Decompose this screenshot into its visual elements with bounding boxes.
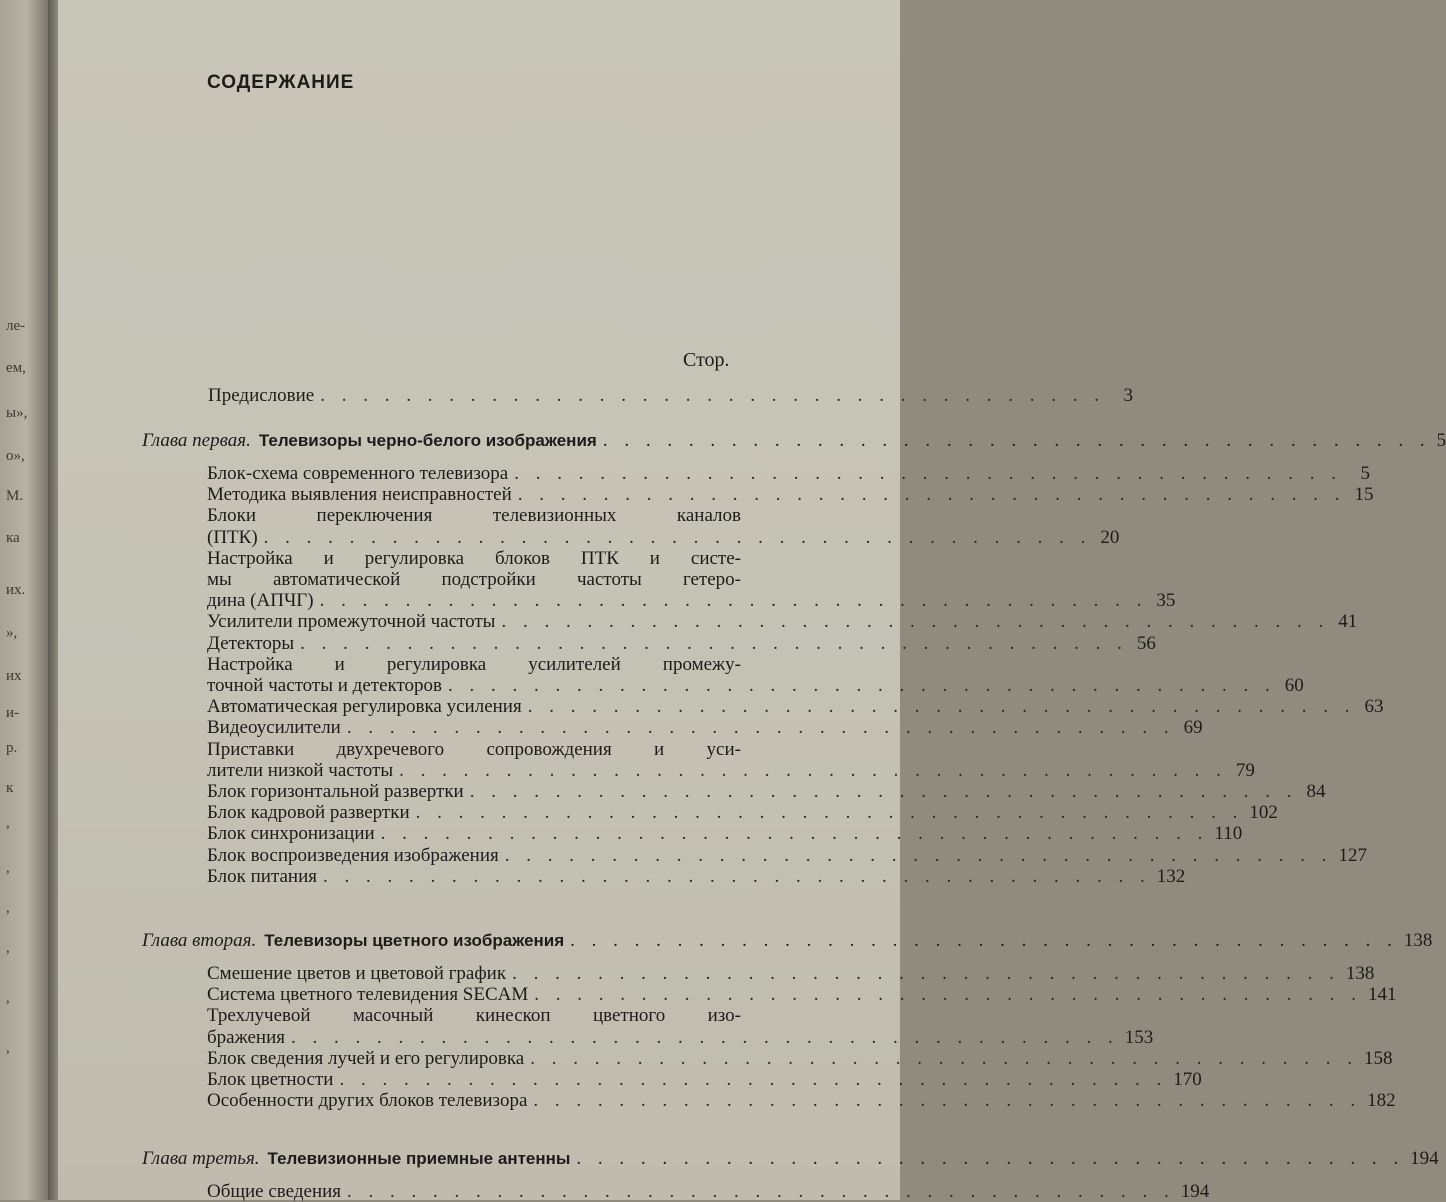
toc-entry-title: Методика выявления неисправностей bbox=[207, 484, 512, 506]
toc-entry-title: Блок синхронизации bbox=[207, 823, 375, 845]
leader-dots: . . . . . . . . . . . . . . . . . . . . . . . . . . . . . . . . . . . . . . . bbox=[291, 1026, 1119, 1048]
left-page-fragment: , bbox=[6, 1040, 10, 1056]
toc-entry-title: Видеоусилители bbox=[207, 717, 341, 739]
toc-entry bbox=[207, 484, 1374, 506]
leader-dots: . . . . . . . . . . . . . . . . . . . . . . . . . . . . . . . . . . . . . . . bbox=[534, 984, 1363, 1006]
toc-entry-page: 84 bbox=[1306, 781, 1326, 802]
leader-dots: . . . . . . . . . . . . . . . . . . . . . . . . . . . . . . . . . . . . . . . bbox=[517, 484, 1346, 506]
leader-dots: . . . . . . . . . . . . . . . . . . . . . . . . . . . . . . . . . . . . . . . bbox=[300, 632, 1128, 654]
toc-entry-title: Особенности других блоков телевизора bbox=[207, 1090, 528, 1112]
chapter-page: 138 bbox=[1403, 930, 1433, 951]
toc-entry-page: 20 bbox=[1100, 526, 1120, 548]
page-title: СОДЕРЖАНИЕ bbox=[207, 72, 355, 93]
toc-entry-page: 79 bbox=[1235, 759, 1255, 781]
leader-dots: . . . . . . . . . . . . . . . . . . . . . . . . . . . . . . . . . . . . . . . bbox=[530, 1047, 1358, 1069]
leader-dots: . . . . . . . . . . . . . . . . . . . . . . . . . . . . . . . . . . . . . . . bbox=[576, 1148, 1405, 1169]
leader-dots: . . . . . . . . . . . . . . . . . . . . . . . . . . . . . . . . . . . . . . . bbox=[570, 930, 1398, 951]
toc-entry-page: 138 bbox=[1345, 963, 1375, 984]
toc-entry-page: 170 bbox=[1173, 1069, 1202, 1090]
toc-entry-title: Блок цветности bbox=[207, 1069, 334, 1090]
leader-dots: . . . . . . . . . . . . . . . . . . . . . . . . . . . . . . . . . . . . . . . bbox=[263, 526, 1092, 548]
chapter-heading bbox=[142, 1148, 1439, 1170]
leader-dots: . . . . . . . . . . . . . . . . . . . . . . . . . . . . . . . . . . . . . . . bbox=[347, 1181, 1175, 1202]
toc-entry-title: Детекторы bbox=[207, 632, 295, 654]
left-page-fragment: М. bbox=[6, 488, 24, 504]
leader-dots: . . . . . . . . . . . . . . . . . . . . . . . . . . . . . . . . . . . . . . . bbox=[380, 823, 1209, 845]
left-page-fragment: ем, bbox=[6, 360, 26, 376]
toc-entry bbox=[207, 590, 1176, 612]
toc-entry-title: дина (АПЧГ) bbox=[207, 590, 314, 612]
toc-entry-title: Блок кадровой развертки bbox=[207, 802, 410, 824]
toc-entry bbox=[207, 1090, 1396, 1112]
toc-entry-title: Блок питания bbox=[207, 865, 318, 887]
chapter-label: Глава первая. bbox=[142, 430, 251, 451]
toc-entry bbox=[207, 984, 1397, 1006]
toc-entry bbox=[207, 1047, 1393, 1069]
toc-entry-page: 158 bbox=[1363, 1047, 1393, 1069]
toc-entry bbox=[207, 1069, 1202, 1090]
toc-entry-title: точной частоты и детекторов bbox=[207, 675, 443, 696]
toc-entry-page: 182 bbox=[1367, 1090, 1396, 1112]
left-page-fragment: , bbox=[6, 990, 10, 1006]
toc-entry bbox=[207, 1026, 1154, 1048]
leader-dots: . . . . . . . . . . . . . . . . . . . . . . . . . . . . . . . . . . . . . . . bbox=[448, 675, 1276, 696]
toc-entry-title: Блок воспроизведения изображения bbox=[207, 844, 499, 866]
chapter-title: Телевизоры черно-белого изображения bbox=[258, 431, 597, 450]
left-page-fragment: ле- bbox=[6, 318, 26, 334]
leader-dots: . . . . . . . . . . . . . . . . . . . . . . . . . . . . . . . . . . . . . . . bbox=[527, 696, 1356, 718]
left-page-fragment: и- bbox=[6, 705, 20, 721]
toc-entry bbox=[207, 963, 1375, 984]
page-column-header: Стор. bbox=[683, 349, 730, 371]
toc-entry-page: 153 bbox=[1124, 1026, 1154, 1048]
left-page-fragment: к bbox=[6, 780, 14, 796]
toc-entry-title: Смешение цветов и цветовой график bbox=[207, 963, 507, 984]
left-page-edge bbox=[0, 0, 48, 1200]
chapter-page: 194 bbox=[1410, 1148, 1439, 1169]
leader-dots: . . . . . . . . . . . . . . . . . . . . . . . . . . . . . . . . . . . . . . . bbox=[319, 590, 1148, 612]
toc-entry-page: 194 bbox=[1180, 1181, 1210, 1202]
chapter-title: Телевизоры цветного изображения bbox=[264, 931, 565, 950]
toc-entry-line: мы автоматической подстройки частоты гетеро- bbox=[207, 569, 741, 590]
toc-entry-line: Блоки переключения телевизионных каналов bbox=[207, 505, 741, 527]
toc-entry-title: Общие сведения bbox=[207, 1181, 342, 1202]
toc-entry bbox=[207, 1181, 1210, 1202]
toc-entry bbox=[207, 759, 1255, 781]
toc-entry-page: 110 bbox=[1214, 823, 1243, 845]
toc-entry-title: (ПТК) bbox=[207, 526, 258, 548]
toc-entry bbox=[207, 802, 1278, 824]
toc-entry-line: Трехлучевой масочный кинескоп цветного изо- bbox=[207, 1005, 741, 1027]
toc-entry-page: 141 bbox=[1368, 984, 1397, 1006]
toc-entry-title: Блок сведения лучей и его регулировка bbox=[207, 1047, 525, 1069]
toc-entry-title: Автоматическая регулировка усиления bbox=[207, 696, 522, 718]
toc-entry-line: Приставки двухречевого сопровождения и уси- bbox=[207, 738, 741, 760]
toc-entry-page: 63 bbox=[1364, 696, 1384, 718]
toc-entry-page: 35 bbox=[1156, 590, 1176, 612]
toc-entry-title: Блок-схема современного телевизора bbox=[207, 463, 509, 484]
leader-dots: . . . . . . . . . . . . . . . . . . . . . . . . . . . . . . . . . . . . . . . bbox=[504, 844, 1333, 866]
toc-entry bbox=[207, 463, 1370, 484]
toc-entry-page: 102 bbox=[1249, 802, 1278, 824]
left-page-fragment: », bbox=[6, 625, 18, 641]
chapter-heading bbox=[142, 430, 1446, 452]
toc-entry-page: 69 bbox=[1183, 717, 1203, 739]
toc-entry-page: 56 bbox=[1136, 632, 1156, 654]
toc-entry bbox=[207, 526, 1120, 548]
left-page-fragment: ка bbox=[6, 530, 20, 546]
toc-entry-title: Блок горизонтальной развертки bbox=[207, 781, 464, 802]
toc-entry-page: 60 bbox=[1284, 675, 1304, 696]
leader-dots: . . . . . . . . . . . . . . . . . . . . . . . . . . . . . . . . . . . . . . . bbox=[415, 802, 1244, 824]
leader-dots: . . . . . . . . . . . . . . . . . . . . . . . . . . . . . . . . . . . . . . . bbox=[533, 1090, 1362, 1112]
book-gutter bbox=[48, 0, 58, 1200]
toc-entry-title: Предисловие bbox=[208, 385, 315, 406]
left-page-fragment: их bbox=[6, 668, 22, 684]
left-page-fragment: , bbox=[6, 940, 10, 956]
leader-dots: . . . . . . . . . . . . . . . . . . . . . . . . . . . . . . . . . . . . . . . bbox=[512, 963, 1340, 984]
leader-dots: . . . . . . . . . . . . . . . . . . . . . . . . . . . . . . . . . . . . . . . bbox=[323, 865, 1151, 887]
toc-entry-page: 15 bbox=[1354, 484, 1374, 506]
leader-dots: . . . . . . . . . . . . . . . . . . . . . . . . . . . . . . . . . . . . . . . bbox=[346, 717, 1175, 739]
toc-entry bbox=[207, 675, 1304, 696]
left-page-fragment: , bbox=[6, 860, 10, 876]
toc-entry bbox=[207, 823, 1243, 845]
leader-dots: . . . . . . . . . . . . . . . . . . . . . . . . . . . . . . . . . . . . . . . bbox=[602, 430, 1431, 451]
leader-dots: . . . . . . . . . . . . . . . . . . . . . . . . . . . . . . . . . . . . . bbox=[320, 385, 1105, 406]
toc-entry-page: 132 bbox=[1156, 865, 1186, 887]
chapter-label: Глава третья. bbox=[142, 1148, 260, 1169]
toc-entry-title: Усилители промежуточной частоты bbox=[207, 611, 496, 633]
chapter-label: Глава вторая. bbox=[142, 930, 257, 951]
left-page-fragment: о», bbox=[6, 448, 25, 464]
chapter-title: Телевизионные приемные антенны bbox=[267, 1149, 571, 1168]
toc-entry-page: 3 bbox=[1123, 385, 1133, 406]
toc-entry-title: Система цветного телевидения SECAM bbox=[207, 984, 529, 1006]
left-page-fragment: их. bbox=[6, 582, 26, 598]
toc-entry-title: бражения bbox=[207, 1026, 285, 1048]
leader-dots: . . . . . . . . . . . . . . . . . . . . . . . . . . . . . . . . . . . . . . . bbox=[399, 759, 1227, 781]
chapter-page: 5 bbox=[1436, 430, 1446, 451]
toc-entry-preface bbox=[208, 385, 1133, 406]
leader-dots: . . . . . . . . . . . . . . . . . . . . . . . . . . . . . . . . . . . . . . . bbox=[514, 463, 1342, 484]
toc-entry bbox=[207, 632, 1156, 654]
left-page-fragment: ы», bbox=[6, 405, 28, 421]
left-page-fragment: р. bbox=[6, 740, 18, 756]
toc-entry-line: Настройка и регулировка блоков ПТК и систе- bbox=[207, 547, 741, 569]
toc-entry bbox=[207, 696, 1384, 718]
toc-entry-page: 127 bbox=[1338, 844, 1367, 866]
toc-entry bbox=[207, 717, 1203, 739]
toc-entry bbox=[207, 844, 1367, 866]
leader-dots: . . . . . . . . . . . . . . . . . . . . . . . . . . . . . . . . . . . . . . . bbox=[469, 781, 1298, 802]
toc-entry-page: 5 bbox=[1360, 463, 1370, 484]
chapter-heading bbox=[142, 930, 1433, 952]
leader-dots: . . . . . . . . . . . . . . . . . . . . . . . . . . . . . . . . . . . . . . . bbox=[501, 611, 1330, 633]
left-page-fragment: , bbox=[6, 815, 10, 831]
leader-dots: . . . . . . . . . . . . . . . . . . . . . . . . . . . . . . . . . . . . . . . bbox=[339, 1069, 1168, 1090]
toc-entry-line: Настройка и регулировка усилителей промежу- bbox=[207, 653, 741, 675]
toc-entry bbox=[207, 611, 1358, 633]
toc-entry bbox=[207, 865, 1186, 887]
toc-entry bbox=[207, 781, 1326, 802]
toc-entry-title: лители низкой частоты bbox=[207, 759, 394, 781]
toc-entry-page: 41 bbox=[1338, 611, 1358, 633]
left-page-fragment: , bbox=[6, 900, 10, 916]
